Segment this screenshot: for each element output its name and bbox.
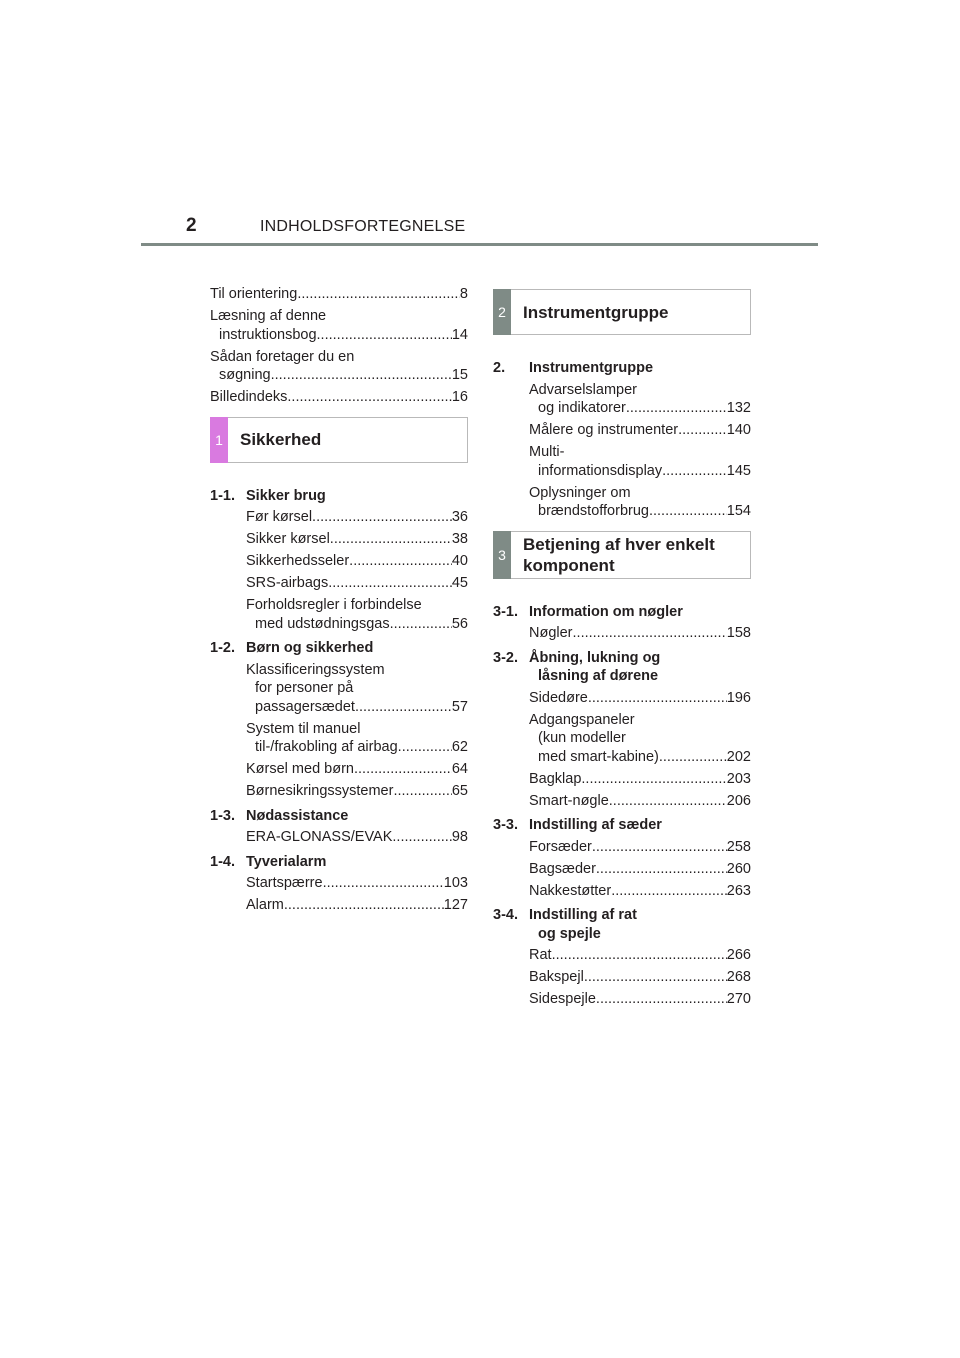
toc-entry-text: med smart-kabine) <box>538 748 659 765</box>
page-ref[interactable]: 65 <box>451 783 468 799</box>
dot-leader <box>573 624 727 643</box>
toc-entry-text: (kun modeller <box>538 730 626 746</box>
group-title <box>246 487 326 506</box>
toc-entry-line <box>529 624 751 643</box>
group-title-line: og spejle <box>538 925 601 942</box>
group-title-line: Tyverialarm <box>246 853 327 870</box>
toc-entry-line <box>529 711 751 730</box>
page-ref[interactable]: 206 <box>726 792 751 809</box>
group-title-line: Indstilling af rat <box>529 907 637 923</box>
dot-leader <box>297 285 460 304</box>
toc-entry[interactable] <box>210 828 468 847</box>
group-title-line: Instrumentgruppe <box>529 360 654 376</box>
toc-entry[interactable] <box>493 838 751 857</box>
toc-entry-line <box>246 738 468 757</box>
toc-entry-line <box>529 968 751 987</box>
page-ref[interactable]: 132 <box>726 400 751 416</box>
toc-entry-text: Forsæder <box>529 838 592 855</box>
dot-leader <box>609 792 727 811</box>
dot-leader <box>626 399 727 418</box>
toc-entry-line <box>529 462 751 481</box>
toc-entry-line <box>529 381 751 400</box>
toc-entry-line <box>529 946 751 965</box>
section-title <box>523 534 715 576</box>
section-title: Instrumentgruppe <box>523 302 669 322</box>
dot-leader <box>328 574 452 593</box>
group-title <box>246 853 326 872</box>
toc-entry-text: Oplysninger om <box>529 484 631 501</box>
toc-entry-line <box>529 860 751 879</box>
page-ref[interactable]: 45 <box>451 575 468 591</box>
group-title-line: Nødassistance <box>246 807 349 824</box>
dot-leader <box>398 738 452 757</box>
toc-entry-line <box>246 530 468 549</box>
dot-leader <box>349 552 452 571</box>
toc-entry-text: Bagklap <box>529 770 582 787</box>
toc-entry-line <box>529 502 751 521</box>
section-tab: 2 <box>493 289 511 335</box>
toc-entry-line <box>246 574 468 593</box>
toc-entry-line <box>246 874 468 893</box>
toc-entry[interactable] <box>210 574 468 593</box>
group-heading[interactable] <box>493 816 751 835</box>
toc-entry[interactable] <box>210 307 468 344</box>
toc-entry-text: Nøgler <box>529 625 573 641</box>
toc-entry-line <box>246 828 468 847</box>
toc-entry-line <box>529 990 751 1009</box>
toc-entry-text: Sikkerhedsseler <box>246 553 350 569</box>
toc-entry-text: Før kørsel <box>246 509 313 525</box>
header-title: INDHOLDSFORTEGNELSE <box>260 218 466 235</box>
page-ref[interactable]: 260 <box>726 860 751 877</box>
dot-leader <box>552 946 727 965</box>
page-ref[interactable]: 196 <box>726 689 751 706</box>
group-heading[interactable] <box>210 807 468 826</box>
group-heading[interactable] <box>493 649 751 686</box>
toc-entry-text: Til orientering <box>210 286 298 302</box>
group-title-line: Åbning, lukning og <box>529 649 661 666</box>
toc-entry-text: for personer på <box>255 680 354 696</box>
section-2-groups <box>493 359 751 521</box>
toc-entry-line <box>246 896 468 915</box>
dot-leader <box>596 990 727 1009</box>
group-title <box>529 603 683 622</box>
group-heading[interactable] <box>493 359 751 378</box>
group-number: 1-4. <box>210 853 235 870</box>
toc-entry-line <box>210 348 468 367</box>
dot-leader <box>323 874 444 893</box>
toc-entry[interactable] <box>493 421 751 440</box>
toc-entry-text: Børnesikringssystemer <box>246 783 394 799</box>
group-title <box>246 807 348 826</box>
toc-entry-line <box>210 366 468 385</box>
dot-leader <box>592 838 727 857</box>
toc-entry-line <box>246 661 468 680</box>
toc-entry-text: Rat <box>529 947 552 963</box>
page-ref[interactable]: 266 <box>726 947 751 963</box>
dot-leader <box>584 968 727 987</box>
group-title <box>529 816 662 835</box>
toc-entry-line <box>529 838 751 857</box>
group-number: 3-3. <box>493 817 518 833</box>
toc-entry[interactable] <box>210 874 468 893</box>
toc-entry[interactable] <box>210 596 468 633</box>
toc-entry-line <box>210 307 468 326</box>
group-number: 3-1. <box>493 603 518 620</box>
toc-entry-line <box>246 615 468 634</box>
toc-entry[interactable] <box>210 760 468 779</box>
toc-entry[interactable] <box>210 530 468 549</box>
toc-entry-line <box>529 729 751 748</box>
toc-entry-line <box>529 882 751 901</box>
dot-leader <box>317 326 452 345</box>
dot-leader <box>393 782 451 801</box>
toc-entry-text: og indikatorer <box>538 400 626 416</box>
toc-entry-line <box>246 760 468 779</box>
toc-entry-text: System til manuel <box>246 720 361 737</box>
toc-entry-text: Klassificeringssystem <box>246 661 385 678</box>
page-ref[interactable]: 8 <box>459 286 468 302</box>
group-title-line: Indstilling af sæder <box>529 817 662 833</box>
toc-entry-line <box>529 484 751 503</box>
dot-leader <box>284 896 444 915</box>
page-ref[interactable]: 154 <box>726 503 751 519</box>
page-ref[interactable]: 64 <box>451 761 468 777</box>
section-box-1[interactable] <box>210 417 468 463</box>
toc-entry[interactable] <box>493 990 751 1009</box>
page-ref[interactable]: 127 <box>443 897 468 913</box>
group-heading[interactable] <box>493 906 751 943</box>
group-heading[interactable] <box>210 853 468 872</box>
group-number: 3-2. <box>493 649 518 666</box>
dot-leader <box>611 882 727 901</box>
toc-entry-text: instruktionsbog <box>219 326 317 343</box>
toc-entry[interactable] <box>493 770 751 789</box>
toc-entry[interactable] <box>210 782 468 801</box>
right-column <box>493 285 751 1012</box>
dot-leader <box>678 421 727 440</box>
toc-entry-line <box>210 326 468 345</box>
group-title <box>246 639 373 658</box>
section-box-2[interactable] <box>493 289 751 335</box>
page-ref[interactable]: 38 <box>451 531 468 547</box>
toc-entry-text: Bagsæder <box>529 860 596 877</box>
toc-entry[interactable] <box>493 484 751 521</box>
page-ref[interactable]: 36 <box>451 509 468 525</box>
group-heading[interactable] <box>210 639 468 658</box>
toc-entry-line <box>529 792 751 811</box>
page-ref[interactable]: 40 <box>451 553 468 569</box>
dot-leader <box>354 760 452 779</box>
toc-entry[interactable] <box>493 792 751 811</box>
toc-entry-line <box>246 782 468 801</box>
dot-leader <box>330 530 452 549</box>
toc-entry-text: informationsdisplay <box>538 462 663 479</box>
dot-leader <box>596 860 727 879</box>
toc-entry-text: Nakkestøtter <box>529 882 612 899</box>
dot-leader <box>588 689 727 708</box>
toc-entry[interactable] <box>210 896 468 915</box>
dot-leader <box>662 462 727 481</box>
header-rule <box>141 243 818 246</box>
toc-entry-text: passagersædet <box>255 698 355 715</box>
toc-entry[interactable] <box>210 285 468 304</box>
toc-entry-line <box>246 596 468 615</box>
page-ref[interactable]: 268 <box>726 969 751 985</box>
toc-entry[interactable] <box>493 443 751 480</box>
page-ref[interactable]: 56 <box>451 615 468 632</box>
toc-entry[interactable] <box>210 348 468 385</box>
page-ref[interactable]: 62 <box>451 739 468 755</box>
section-3-groups <box>493 603 751 1009</box>
dot-leader <box>287 388 451 407</box>
section-box-3[interactable] <box>493 531 751 579</box>
group-heading[interactable] <box>210 487 468 506</box>
intro-list <box>210 285 468 407</box>
dot-leader <box>581 770 726 789</box>
toc-entry[interactable] <box>493 624 751 643</box>
dot-leader <box>271 366 452 385</box>
toc-entry-line <box>246 720 468 739</box>
toc-entry-line <box>529 399 751 418</box>
toc-entry[interactable] <box>493 860 751 879</box>
toc-entry-line <box>529 689 751 708</box>
dot-leader <box>659 748 727 767</box>
toc-entry[interactable] <box>210 720 468 757</box>
page-ref[interactable]: 14 <box>451 326 468 343</box>
page-ref[interactable]: 158 <box>726 625 751 641</box>
group-title <box>529 649 660 686</box>
group-title-line: Børn og sikkerhed <box>246 640 374 656</box>
page-ref[interactable]: 16 <box>451 389 468 405</box>
toc-entry-line <box>529 443 751 462</box>
dot-leader <box>390 615 452 634</box>
page-ref[interactable]: 270 <box>726 991 751 1007</box>
toc-entry[interactable] <box>210 388 468 407</box>
toc-entry-text: Multi- <box>529 444 565 460</box>
toc-entry-text: til-/frakobling af airbag <box>255 739 398 755</box>
toc-entry-line <box>529 421 751 440</box>
section-title-line: Betjening af hver enkelt <box>523 534 715 554</box>
dot-leader <box>312 508 452 527</box>
toc-entry[interactable] <box>210 508 468 527</box>
group-title <box>529 359 653 378</box>
toc-entry-line <box>246 679 468 698</box>
page-ref[interactable]: 140 <box>726 422 751 438</box>
toc-entry-line <box>210 285 468 304</box>
group-title-line: Information om nøgler <box>529 603 683 620</box>
toc-entry-text: Sidedøre <box>529 689 588 706</box>
toc-entry-text: Bakspejl <box>529 969 584 985</box>
toc-entry-text: Sikker kørsel <box>246 531 330 547</box>
group-heading[interactable] <box>493 603 751 622</box>
toc-entry-text: Advarselslamper <box>529 381 637 398</box>
toc-entry[interactable] <box>493 689 751 708</box>
group-number: 1-2. <box>210 640 235 656</box>
group-number: 1-3. <box>210 807 235 824</box>
group-number: 1-1. <box>210 487 235 504</box>
group-title <box>529 906 637 943</box>
toc-entry-text: brændstofforbrug <box>538 503 649 519</box>
section-1-groups <box>210 487 468 915</box>
toc-entry-line <box>246 698 468 717</box>
toc-entry-text: Adgangspaneler <box>529 711 635 728</box>
group-title-line: låsning af dørene <box>538 668 659 684</box>
page-ref[interactable]: 202 <box>726 748 751 765</box>
toc-entry[interactable] <box>493 946 751 965</box>
toc-entry-text: Forholdsregler i forbindelse <box>246 597 422 613</box>
dot-leader <box>355 698 452 717</box>
section-tab: 3 <box>493 531 511 579</box>
toc-entry-text: Startspærre <box>246 875 323 891</box>
page-number: 2 <box>186 215 197 236</box>
page-ref[interactable]: 15 <box>451 367 468 383</box>
group-title-line: Sikker brug <box>246 487 326 504</box>
toc-entry-text: Smart-nøgle <box>529 792 609 809</box>
toc-entry-text: SRS-airbags <box>246 575 329 591</box>
toc-entry-text: Læsning af denne <box>210 308 327 324</box>
toc-entry-line <box>246 508 468 527</box>
toc-entry-text: Alarm <box>246 897 284 913</box>
group-number: 3-4. <box>493 907 518 923</box>
dot-leader <box>649 502 727 521</box>
page-header <box>0 0 960 250</box>
section-tab: 1 <box>210 417 228 463</box>
page-ref[interactable]: 258 <box>726 838 751 855</box>
toc-entry-text: Billedindeks <box>210 389 288 405</box>
toc-entry-text: med udstødningsgas <box>255 615 390 632</box>
toc-entry-text: Sådan foretager du en <box>210 348 355 365</box>
page-ref[interactable]: 145 <box>726 462 751 479</box>
toc-entry-text: Kørsel med børn <box>246 761 354 777</box>
toc-entry-text: Målere og instrumenter <box>529 422 679 438</box>
left-column <box>210 285 468 918</box>
toc-entry-text: søgning <box>219 367 271 383</box>
toc-entry[interactable] <box>493 882 751 901</box>
group-number: 2. <box>493 360 506 376</box>
dot-leader <box>392 828 451 847</box>
toc-entry-line <box>529 748 751 767</box>
section-title-line: komponent <box>523 555 615 575</box>
page-ref[interactable]: 98 <box>451 829 468 845</box>
toc-entry-line <box>210 388 468 407</box>
page-ref[interactable]: 263 <box>726 882 751 899</box>
toc-entry-line <box>529 770 751 789</box>
toc-entry-text: Sidespejle <box>529 991 596 1007</box>
page-ref[interactable]: 103 <box>443 875 468 891</box>
page-ref[interactable]: 57 <box>451 698 468 715</box>
toc-entry[interactable] <box>210 552 468 571</box>
toc-entry-line <box>246 552 468 571</box>
toc-entry[interactable] <box>493 968 751 987</box>
toc-entry-text: ERA-GLONASS/EVAK <box>246 829 393 845</box>
section-title: Sikkerhed <box>240 430 322 449</box>
page-ref[interactable]: 203 <box>726 770 751 787</box>
toc-entry[interactable] <box>210 661 468 717</box>
toc-entry[interactable] <box>493 381 751 418</box>
toc-entry[interactable] <box>493 711 751 767</box>
